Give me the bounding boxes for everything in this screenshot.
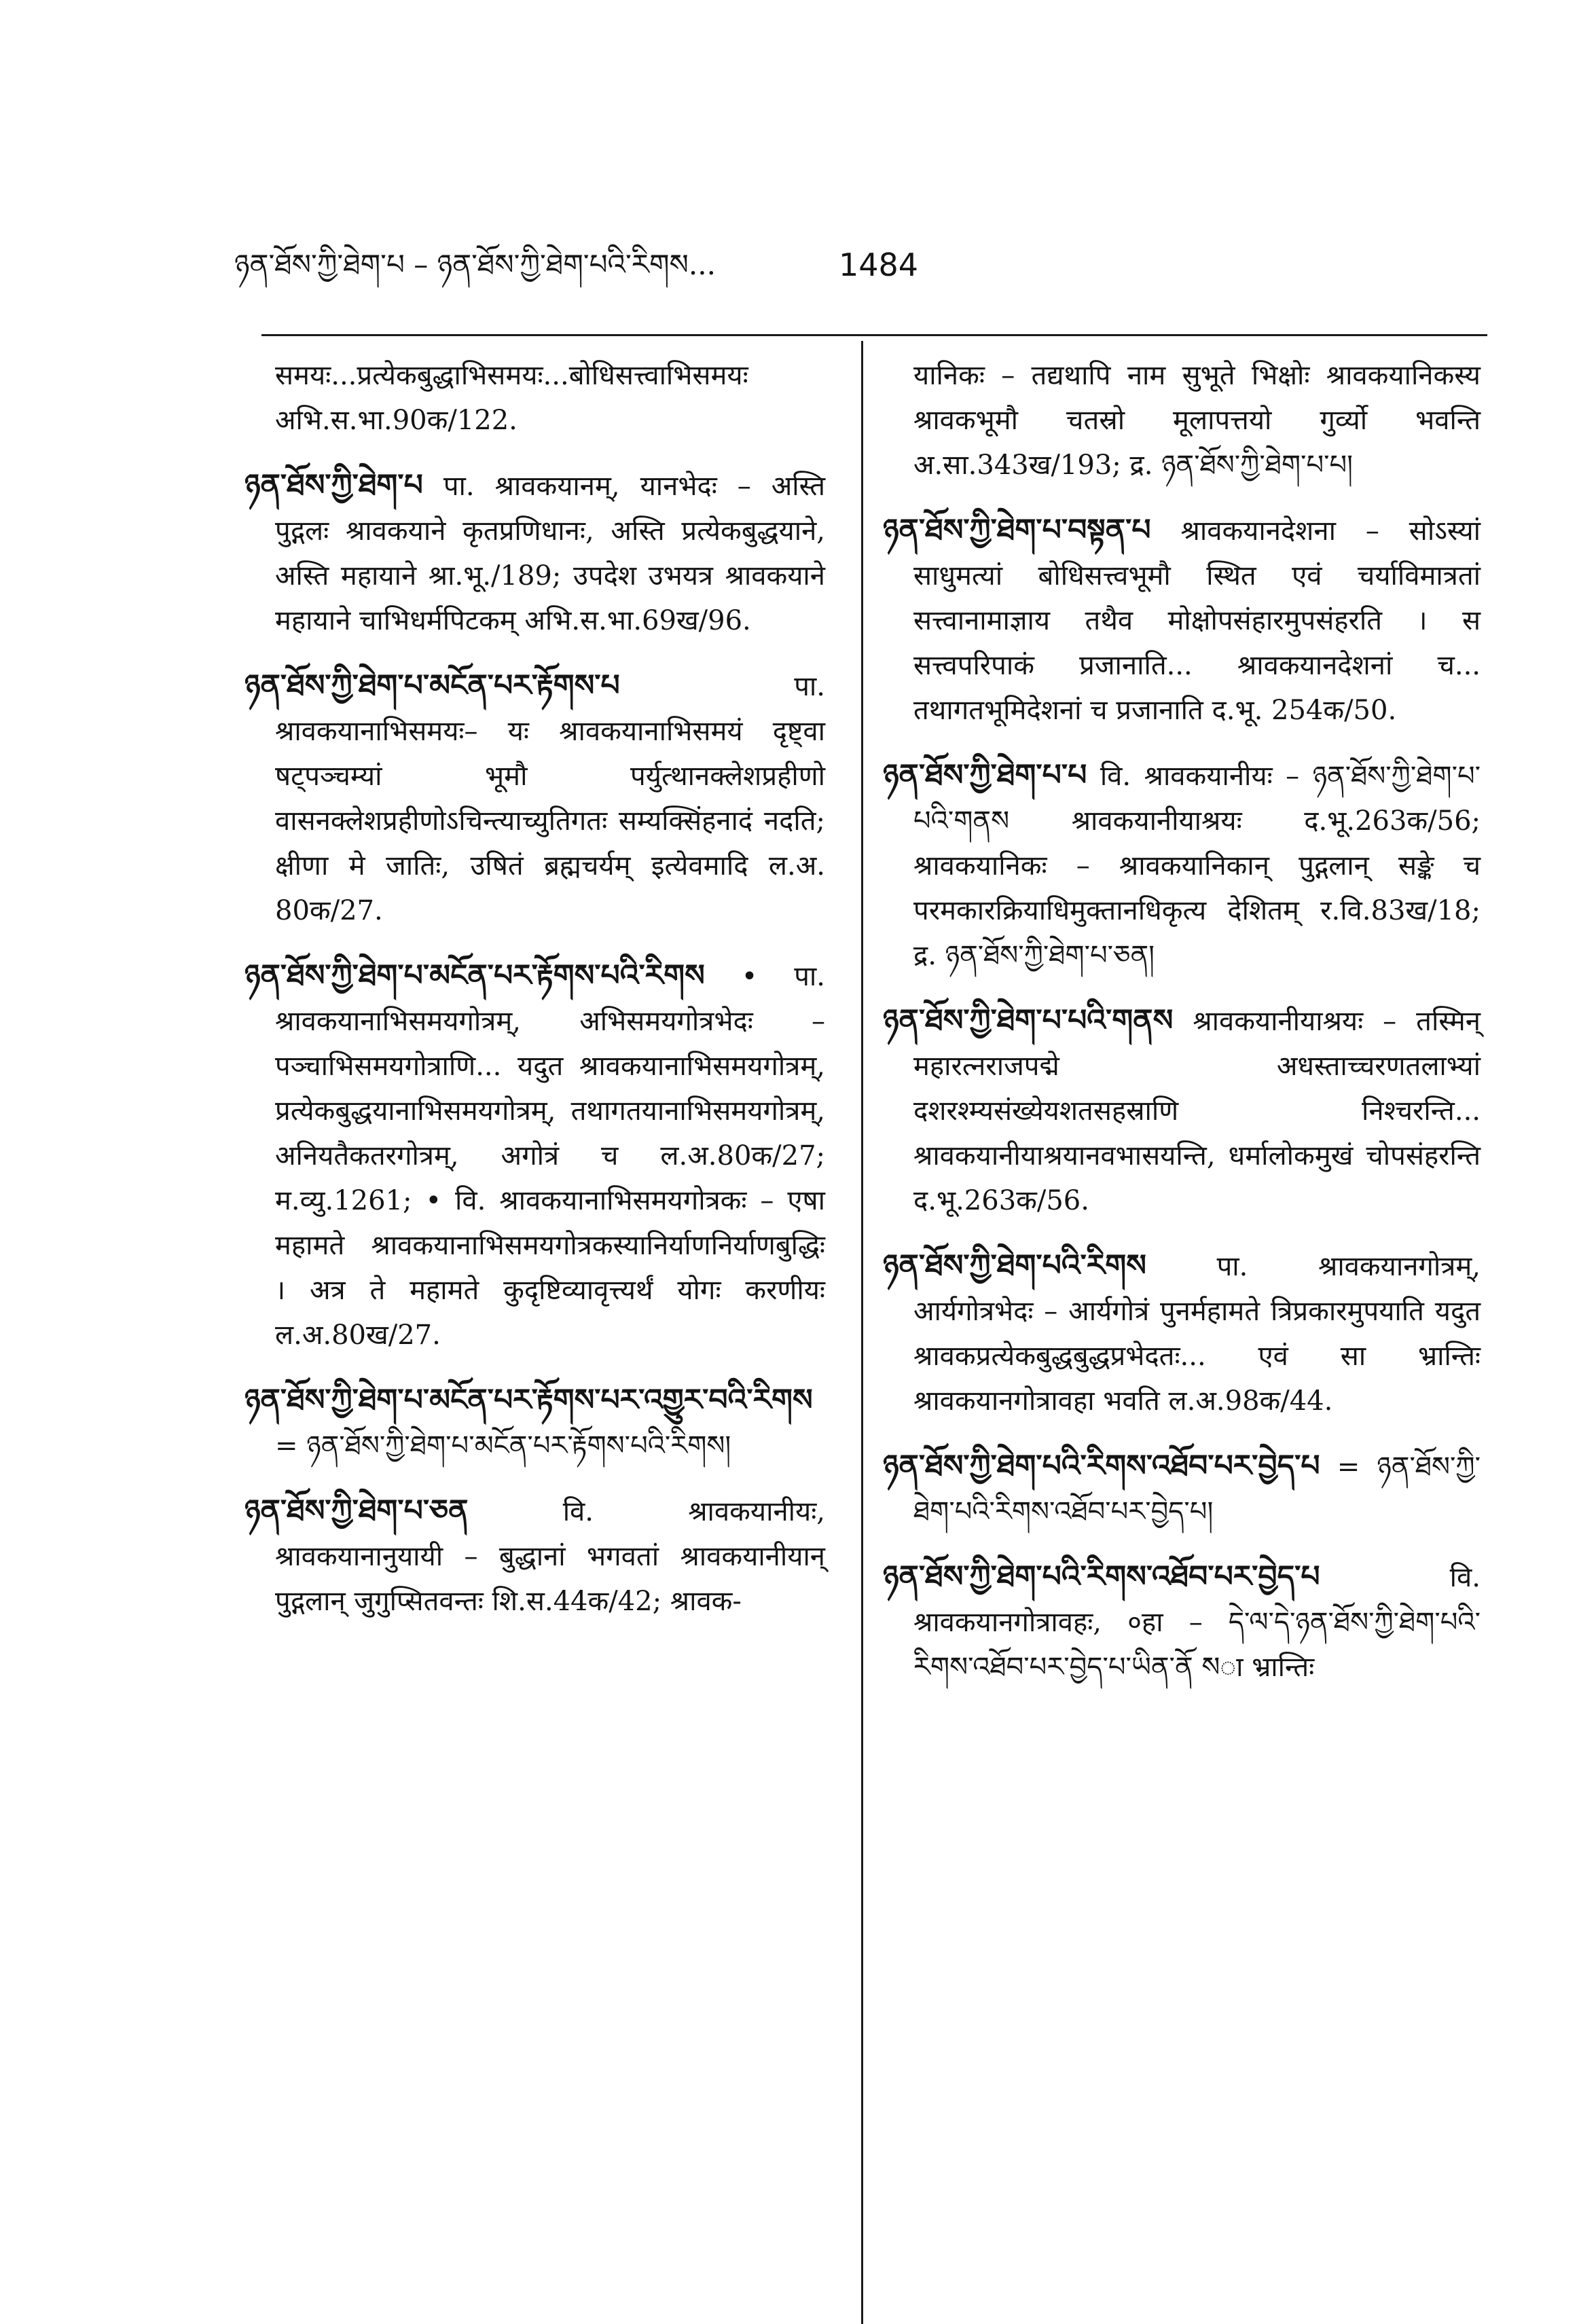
dictionary-entry (244, 1378, 825, 1468)
entry-body: वि. श्रावकयानगोत्रावहः, ०हा – དེ་ལ་དེ་ཉན་ཐོས་ཀྱི་ཐེག་པའི་རིགས་འཐོབ་པར་བྱེད་པ་ཡིན་ནོ སा भ्रान्तिः (913, 1562, 1481, 1683)
entry-body: पा. श्रावकयानगोत्रम्, आर्यगोत्रभेदः – आर्यगोत्रं पुनर्महामते त्रिप्रकारमुपयाति यदुत श्रावकप्रत्येकबुद्धबुद्धप्रभेदतः... एवं सा भ्रान्तिः श्रावकयानगोत्रावहा भवति ल.अ.98क/44. (913, 1251, 1481, 1417)
page-number: 1484 (839, 247, 919, 283)
entry-body: वि. श्रावकयानीयः – ཉན་ཐོས་ཀྱི་ཐེག་པ་པའི་གནས श्रावकयानीयाश्रयः द.भू.263क/56; श्रावकयानिकः – श्रावकयानिकान् पुद्गलान् सङ्के च परमकारक्रियाधिमुक्तानधिकृत्य देशितम् र.वि.83ख/18; द्र. ཉན་ཐོས་ཀྱི་ཐེག་པ་ཅན། (913, 761, 1481, 971)
entry-headword: ཉན་ཐོས་ཀྱི་ཐེག་པ (244, 468, 423, 503)
page-header (234, 241, 981, 289)
entry-headword: ཉན་ཐོས་ཀྱི་ཐེག་པ་མངོན་པར་རྟོགས་པ (244, 668, 620, 703)
dictionary-entry (883, 1555, 1481, 1690)
entry-headword: ཉན་ཐོས་ཀྱི་ཐེག་པ་ཅན (244, 1493, 469, 1528)
entry-body: पा. श्रावकयानाभिसमयः– यः श्रावकयानाभिसमयं दृष्ट्वा षट्पञ्चम्यां भूमौ पर्युत्थानक्लेशप्रहीणो वासनक्लेशप्रहीणोऽचिन्त्याच्युतिगतः सम्यक्सिंहनादं नदति; क्षीणा मे जातिः, उषितं ब्रह्मचर्यम् इत्येवमादि ल.अ. 80क/27. (275, 671, 825, 926)
entry-headword: ཉན་ཐོས་ཀྱི་ཐེག་པའི་རིགས་འཐོབ་པར་བྱེད་པ (883, 1559, 1320, 1594)
entry-body: श्रावकयानदेशना – सोऽस्यां साधुमत्यां बोधिसत्त्वभूमौ स्थित एवं चर्याविमात्रतां सत्त्वानामाज्ञाय तथैव मोक्षोपसंहारमुपसंहरति । स सत्त्वपरिपाकं प्रजानाति... श्रावकयानदेशनां च... तथागतभूमिदेशनां च प्रजानाति द.भू. 254क/50. (913, 515, 1481, 726)
entry-headword: ཉན་ཐོས་ཀྱི་ཐེག་པ་པ (883, 758, 1087, 793)
continuation-text: समयः...प्रत्येकबुद्धाभिसमयः...बोधिसत्त्वाभिसमयः अभि.स.भा.90क/122. (275, 360, 748, 436)
dictionary-entry (883, 508, 1481, 733)
dictionary-entry (244, 1489, 825, 1624)
entry-headword: ཉན་ཐོས་ཀྱི་ཐེག་པ་བསྟན་པ (883, 513, 1151, 547)
entry-headword: ཉན་ཐོས་ཀྱི་ཐེག་པ་མངོན་པར་རྟོགས་པའི་རིགས (244, 958, 705, 993)
dictionary-entry (244, 664, 825, 933)
entry-body: • पा. श्रावकयानाभिसमयगोत्रम्, अभिसमयगोत्रभेदः – पञ्चाभिसमयगोत्राणि... यदुत श्रावकयानाभिसमयगोत्रम्, प्रत्येकबुद्धयानाभिसमयगोत्रम्, तथागतयानाभिसमयगोत्रम्, अनियतैकतरगोत्रम्, अगोत्रं च ल.अ.80क/27; म.व्यु.1261; • वि. श्रावकयानाभिसमयगोत्रकः – एषा महामते श्रावकयानाभिसमयगोत्रकस्यानिर्याणनिर्याणबुद्धिः । अत्र ते महामते कुदृष्टिव्यावृत्त्यर्थं योगः करणीयः ल.अ.80ख/27. (275, 961, 826, 1351)
continuation-text: यानिकः – तद्यथापि नाम सुभूते भिक्षोः श्रावकयानिकस्य श्रावकभूमौ चतस्रो मूलापत्तयो गुर्व्यो भवन्ति अ.सा.343ख/193; द्र. ཉན་ཐོས་ཀྱི་ཐེག་པ་པ། (913, 360, 1481, 481)
running-head: ཉན་ཐོས་ཀྱི་ཐེག་པ – ཉན་ཐོས་ཀྱི་ཐེག་པའི་རིགས... (234, 248, 716, 281)
entry-headword: ཉན་ཐོས་ཀྱི་ཐེག་པ་པའི་གནས (883, 1003, 1174, 1038)
entry-body: = ཉན་ཐོས་ཀྱི་ཐེག་པའི་རིགས་འཐོབ་པར་བྱེད་པ། (913, 1451, 1481, 1527)
dictionary-entry (883, 1444, 1481, 1534)
left-column (244, 353, 825, 1644)
entry-body: पा. श्रावकयानम्, यानभेदः – अस्ति पुद्गलः श्रावकयाने कृतप्रणिधानः, अस्ति प्रत्येकबुद्धयाने, अस्ति महायाने श्रा.भू./189; उपदेश उभयत्र श्रावकयाने महायाने चाभिधर्मपिटकम् अभि.स.भा.69ख/96. (275, 471, 825, 636)
entry-headword: ཉན་ཐོས་ཀྱི་ཐེག་པ་མངོན་པར་རྟོགས་པར་འགྱུར་བའི་རིགས (244, 1383, 813, 1417)
right-column (883, 353, 1481, 1710)
entry-body: श्रावकयानीयाश्रयः – तस्मिन् महारत्नराजपद्मे अधस्ताच्चरणतलाभ्यां दशरश्म्यसंख्येयशतसहस्राणि निश्चरन्ति... श्रावकयानीयाश्रयानवभासयन्ति, धर्मालोकमुखं चोपसंहरन्ति द.भू.263क/56. (913, 1006, 1481, 1216)
dictionary-entry (244, 954, 825, 1358)
dictionary-entry (883, 998, 1481, 1223)
dictionary-entry (883, 1243, 1481, 1423)
column-divider (861, 341, 863, 2324)
entry-body: वि. श्रावकयानीयः, श्रावकयानानुयायी – बुद्धानां भगवतां श्रावकयानीयान् पुद्गलान् जुगुप्सितवन्तः शि.स.44क/42; श्रावक- (275, 1496, 825, 1617)
entry-body: = ཉན་ཐོས་ཀྱི་ཐེག་པ་མངོན་པར་རྟོགས་པའི་རིགས། (275, 1430, 731, 1461)
entry-headword: ཉན་ཐོས་ཀྱི་ཐེག་པའི་རིགས་འཐོབ་པར་བྱེད་པ (883, 1449, 1320, 1483)
dictionary-entry (244, 463, 825, 643)
header-rule (261, 334, 1487, 336)
dictionary-entry (883, 753, 1481, 978)
entry-headword: ཉན་ཐོས་ཀྱི་ཐེག་པའི་རིགས (883, 1248, 1146, 1283)
